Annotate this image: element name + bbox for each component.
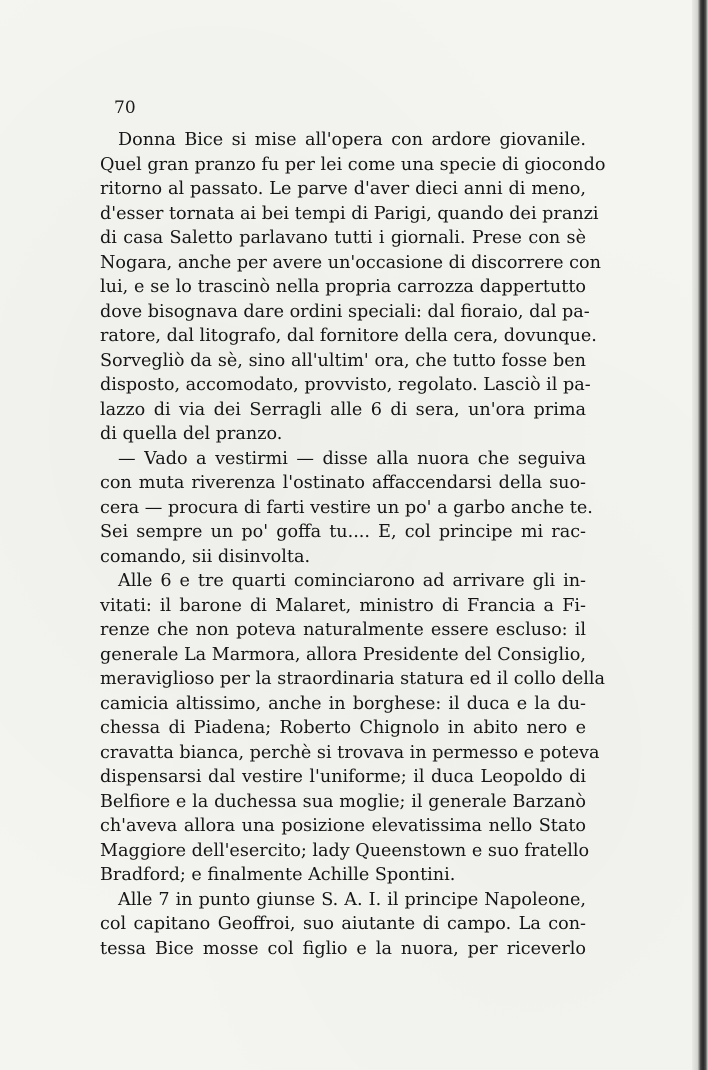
text-line: Bradford; e finalmente Achille Spontini. (100, 865, 456, 885)
text-line: lui, e se lo trascinò nella propria carrozza dappertutto (100, 277, 586, 297)
text-line: comando, sii disinvolta. (100, 546, 311, 567)
text-line: cravatta bianca, perchè si trovava in permesso e poteva (100, 742, 600, 763)
text-line: Quel gran pranzo fu per lei come una specie di giocondo (100, 154, 606, 175)
text-line: ritorno al passato. Le parve d'aver dieci anni di meno, (100, 179, 586, 199)
paragraph (100, 569, 605, 888)
text-line: Belfiore e la duchessa sua moglie; il generale Barzanò (100, 791, 586, 812)
text-line: col capitano Geoffroi, suo aiutante di campo. La con- (100, 914, 586, 934)
paragraph (100, 888, 586, 962)
text-line: cera — procura di farti vestire un po' a garbo anche te. (100, 497, 593, 518)
text-line: Sei sempre un po' goffa tu.... E, col principe mi rac- (100, 522, 586, 542)
page-number: 70 (114, 98, 136, 118)
text-line: di casa Saletto parlavano tutti i giornali. Prese con sè (100, 228, 586, 248)
text-line: meraviglioso per la straordinaria statura ed il collo della (100, 669, 605, 689)
text-line: dove bisognava dare ordini speciali: dal fioraio, dal pa- (100, 301, 590, 322)
paragraph (100, 447, 593, 570)
text-line: tessa Bice mosse col figlio e la nuora, per riceverlo (100, 938, 586, 959)
text-line: con muta riverenza l'ostinato affaccendarsi della suo- (100, 473, 586, 493)
text-line: chessa di Piadena; Roberto Chignolo in abito nero e (100, 718, 586, 738)
text-line: di quella del pranzo. (100, 424, 283, 444)
text-line: Nogara, anche per avere un'occasione di discorrere con (100, 252, 601, 273)
text-line: dispensarsi dal vestire l'uniforme; il duca Leopoldo di (100, 767, 586, 787)
text-line: lazzo di via dei Serragli alle 6 di sera, un'ora prima (100, 399, 586, 420)
text-line: Alle 7 in punto giunse S. A. I. il principe Napoleone, (118, 889, 586, 910)
text-line: d'esser tornata ai bei tempi di Parigi, quando dei pranzi (100, 203, 599, 224)
text-line: camicia altissimo, anche in borghese: il duca e la du- (100, 693, 586, 714)
paragraph (100, 128, 606, 447)
page-binding-edge (692, 0, 708, 1070)
text-line: Sorvegliò da sè, sino all'ultim' ora, che tutto fosse ben (100, 350, 586, 371)
text-line: renze che non poteva naturalmente essere escluso: il (100, 620, 586, 640)
text-line: disposto, accomodato, provvisto, regolato. Lasciò il pa- (100, 375, 591, 395)
text-line: — Vado a vestirmi — disse alla nuora che seguiva (118, 448, 586, 469)
text-line: ch'aveva allora una posizione elevatissima nello Stato (100, 816, 586, 836)
text-line: Maggiore dell'esercito; lady Queenstown e suo fratello (100, 840, 590, 861)
body-text (100, 128, 606, 961)
text-line: Alle 6 e tre quarti cominciarono ad arrivare gli in- (118, 571, 586, 591)
text-line: Donna Bice si mise all'opera con ardore giovanile. (118, 130, 586, 150)
text-line: generale La Marmora, allora Presidente del Consiglio, (100, 644, 586, 665)
text-line: vitati: il barone di Malaret, ministro di Francia a Fi- (100, 595, 586, 616)
text-line: ratore, dal litografo, dal fornitore della cera, dovunque. (100, 326, 597, 346)
